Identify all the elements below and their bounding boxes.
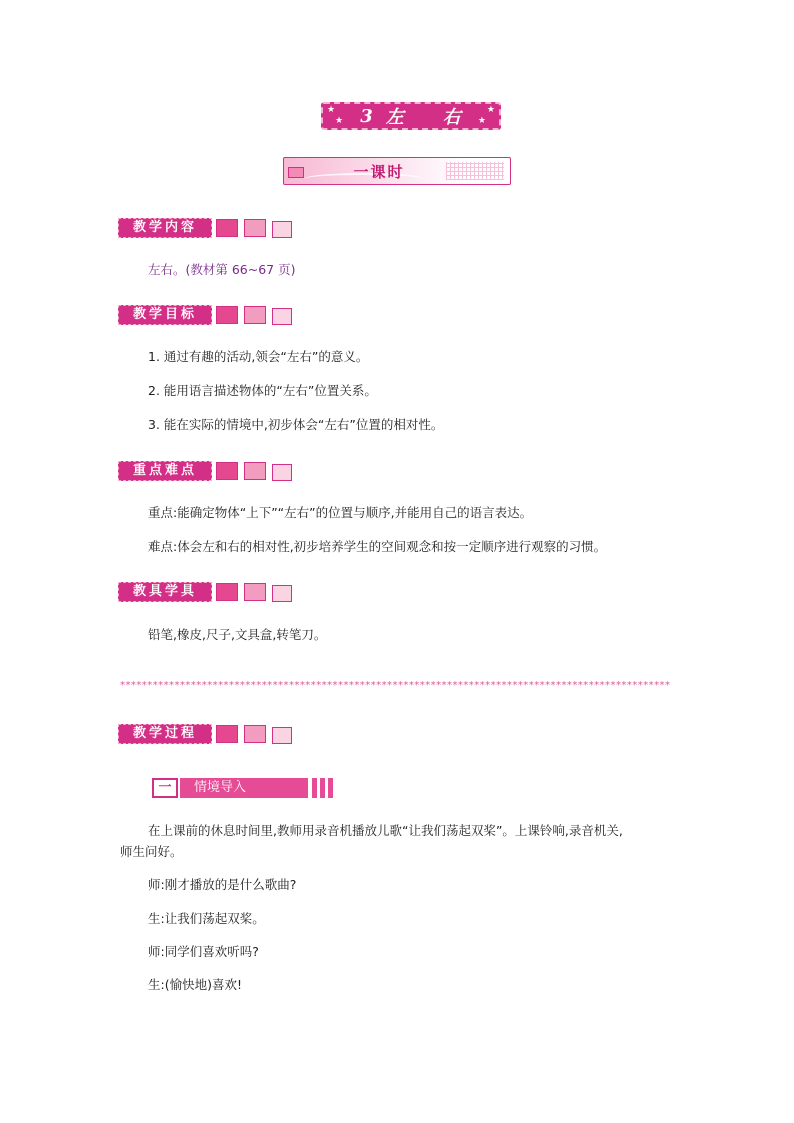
key-point-text: 重点:能确定物体“上下”“左右”的位置与顺序,并能用自己的语言表达。 — [148, 505, 533, 520]
deco-square — [272, 308, 292, 325]
star-icon: ★ — [486, 105, 495, 115]
difficulty-text: 难点:体会左和右的相对性,初步培养学生的空间观念和按一定顺序进行观察的习惯。 — [148, 539, 607, 554]
deco-square — [216, 219, 238, 237]
dialogue-line: 师:刚才播放的是什么歌曲? — [148, 877, 297, 892]
star-icon: ★ — [327, 105, 336, 115]
step-stripe — [328, 778, 333, 798]
step-banner — [152, 778, 338, 800]
title-char-left: 左 — [385, 107, 405, 128]
lesson-period-label: 一课时 — [353, 163, 405, 181]
section-label: 教具学具 — [118, 582, 212, 602]
deco-square — [272, 221, 292, 238]
title-char-right: 右 — [442, 107, 462, 128]
section-header-tools — [118, 582, 296, 604]
intro-paragraph-line: 师生问好。 — [120, 844, 183, 859]
goal-item: 3. 能在实际的情境中,初步体会“左右”位置的相对性。 — [148, 417, 444, 432]
star-divider: ***************************************************************************************************** — [120, 681, 671, 691]
deco-square — [216, 462, 238, 480]
dialogue-line: 生:(愉快地)喜欢! — [148, 977, 242, 992]
goal-item: 2. 能用语言描述物体的“左右”位置关系。 — [148, 383, 377, 398]
tools-text: 铅笔,橡皮,尺子,文具盒,转笔刀。 — [148, 627, 327, 642]
section-header-goals — [118, 305, 296, 327]
section-header-content — [118, 218, 296, 240]
deco-square — [216, 306, 238, 324]
deco-square — [272, 464, 292, 481]
content-text: 左右。(教材第 66~67 页) — [148, 262, 296, 277]
deco-square — [216, 583, 238, 601]
section-label: 重点难点 — [118, 461, 212, 481]
deco-square — [244, 306, 266, 324]
section-header-process — [118, 724, 296, 746]
step-stripe — [320, 778, 325, 798]
section-header-key-points — [118, 461, 296, 483]
star-icon: ★ — [335, 116, 344, 126]
deco-square — [272, 585, 292, 602]
dialogue-line: 生:让我们荡起双桨。 — [148, 911, 265, 926]
title-number: 3 — [360, 105, 374, 127]
section-label: 教学目标 — [118, 305, 212, 325]
star-icon: ★ — [477, 116, 486, 126]
step-number: 一 — [152, 778, 178, 798]
goal-item: 1. 通过有趣的活动,领会“左右”的意义。 — [148, 349, 369, 364]
step-title: 情境导入 — [180, 778, 308, 798]
deco-square — [272, 727, 292, 744]
lesson-period-banner — [283, 157, 511, 185]
section-label: 教学内容 — [118, 218, 212, 238]
deco-square — [216, 725, 238, 743]
step-stripe — [312, 778, 317, 798]
intro-paragraph-line: 在上课前的休息时间里,教师用录音机播放儿歌“让我们荡起双桨”。上课铃响,录音机关, — [148, 823, 623, 838]
deco-square — [244, 583, 266, 601]
dialogue-line: 师:同学们喜欢听吗? — [148, 944, 259, 959]
deco-square — [244, 219, 266, 237]
section-label: 教学过程 — [118, 724, 212, 744]
deco-square — [244, 725, 266, 743]
lesson-title-banner — [321, 102, 501, 130]
deco-square — [244, 462, 266, 480]
